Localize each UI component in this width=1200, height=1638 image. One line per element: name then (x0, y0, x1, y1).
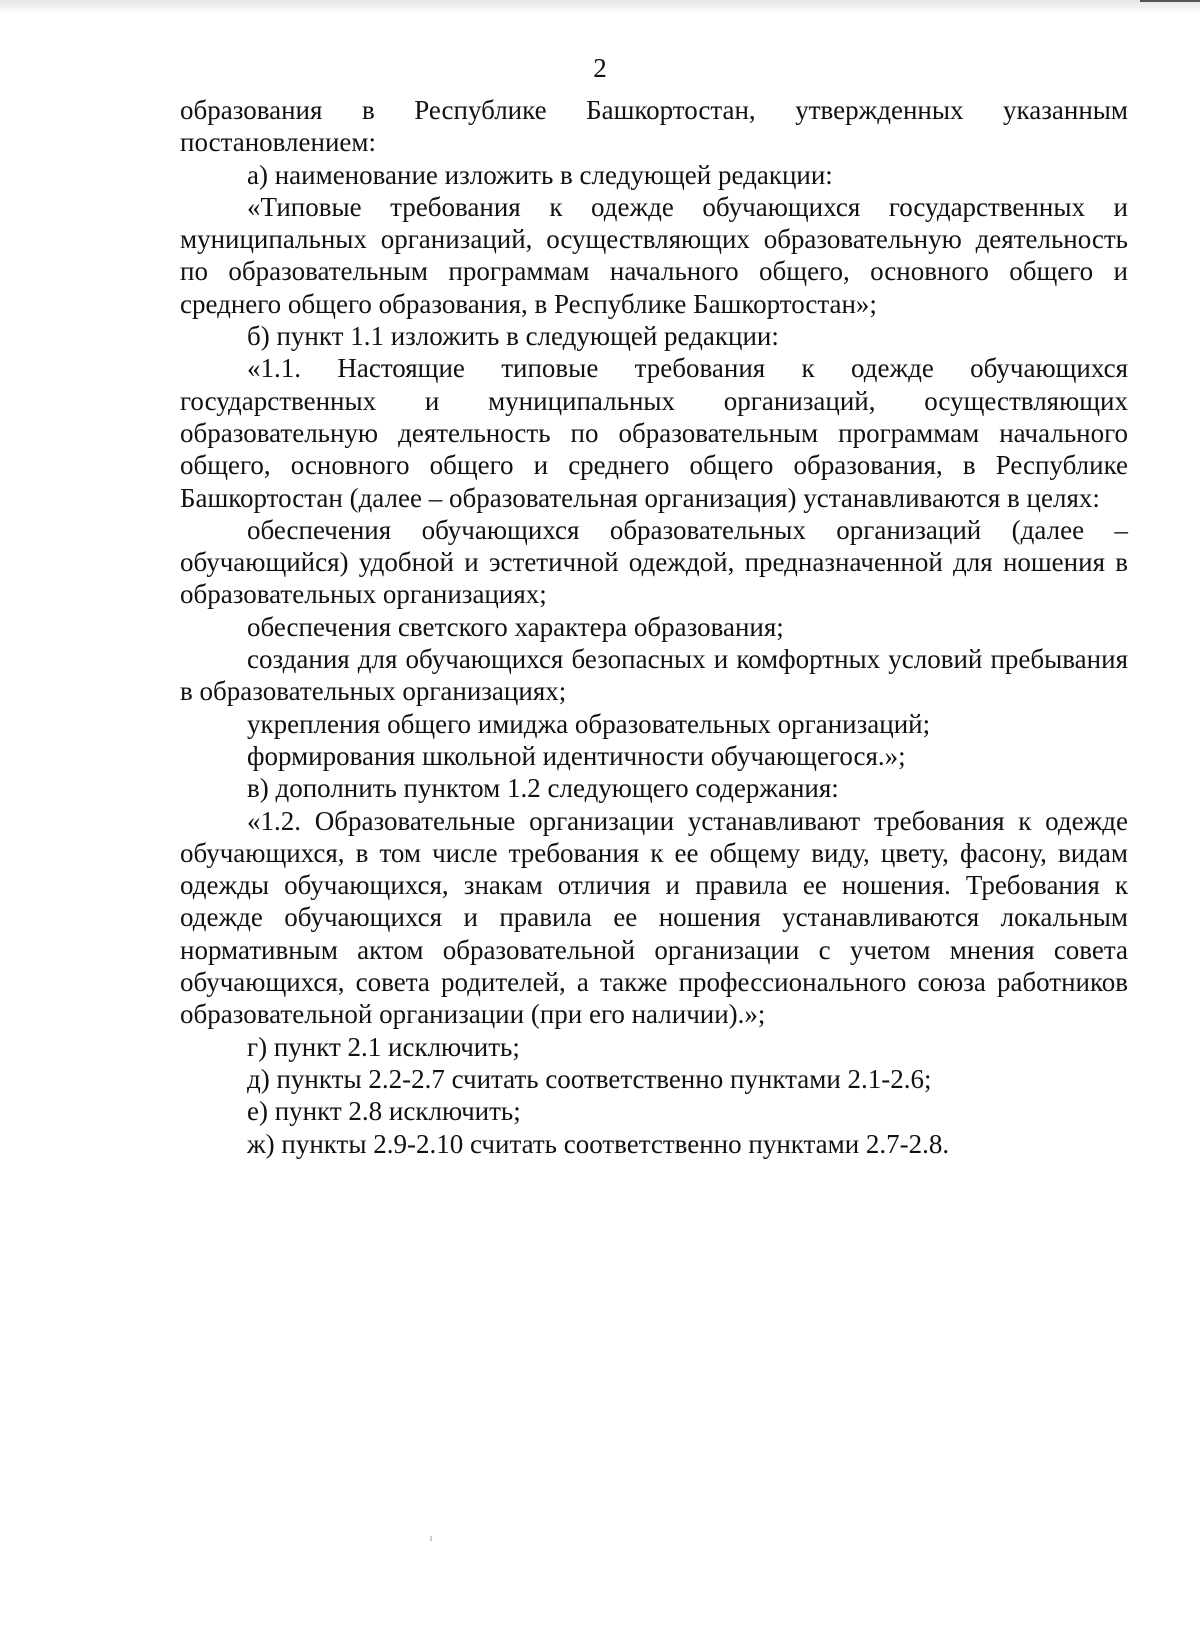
scan-edge-shadow (0, 0, 1200, 14)
paragraph-item-d: д) пункты 2.2-2.7 считать соответственно пунктами 2.1-2.6; (247, 1063, 932, 1094)
paragraph-goal-comfort: обеспечения обучающихся образовательных организаций (далее – обучающийся) удобной и эстетичной одеждой, предназначенной для ношения в образовательных организациях; (180, 514, 1128, 610)
paragraph-item-v: в) дополнить пунктом 1.2 следующего содержания: (247, 773, 839, 804)
document-body (180, 94, 1128, 1160)
paragraph-goal-secular: обеспечения светского характера образования; (247, 611, 784, 642)
paragraph-goal-image: укрепления общего имиджа образовательных организаций; (247, 708, 931, 739)
paragraph-item-b: б) пункт 1.1 изложить в следующей редакции: (247, 321, 779, 352)
paragraph-new-title: «Типовые требования к одежде обучающихся государственных и муниципальных организаций, осуществляющих образовательную деятельность по образовательным программам начального общего, основного общего и среднего общего образования, в Республике Башкортостан»; (180, 191, 1128, 319)
paragraph-clause-1-2: «1.2. Образовательные организации устанавливают требования к одежде обучающихся, в том числе требования к ее общему виду, цвету, фасону, видам одежды обучающихся, знакам отличия и правила ее ношения. Требования к одежде обучающихся и правила ее ношения устанавливаются локальным нормативным актом образовательной организации с учетом мнения совета обучающихся, совета родителей, а также профессионального союза работников образовательной организации (при его наличии).»; (180, 805, 1128, 1030)
paragraph-item-a: а) наименование изложить в следующей редакции: (247, 159, 833, 190)
paragraph-goal-safety: создания для обучающихся безопасных и комфортных условий пребывания в образовательных организациях; (180, 644, 1128, 707)
paragraph-clause-1-1: «1.1. Настоящие типовые требования к одежде обучающихся государственных и муниципальных организаций, осуществляющих образовательную деятельность по образовательным программам начального общего, основного общего и среднего общего образования, в Республике Башкортостан (далее – образовательная организация) устанавливаются в целях: (180, 353, 1128, 513)
paragraph-continuation: образования в Республике Башкортостан, утвержденных указанным постановлением: (180, 95, 1128, 158)
scan-corner-mark (1140, 0, 1200, 2)
paragraph-item-zh: ж) пункты 2.9-2.10 считать соответственно пунктами 2.7-2.8. (247, 1128, 950, 1159)
page-number: 2 (593, 53, 607, 83)
scan-speck (430, 1536, 432, 1541)
paragraph-goal-identity: формирования школьной идентичности обучающегося.»; (247, 740, 906, 771)
paragraph-item-g: г) пункт 2.1 исключить; (247, 1031, 520, 1062)
paragraph-item-e: е) пункт 2.8 исключить; (247, 1096, 521, 1127)
